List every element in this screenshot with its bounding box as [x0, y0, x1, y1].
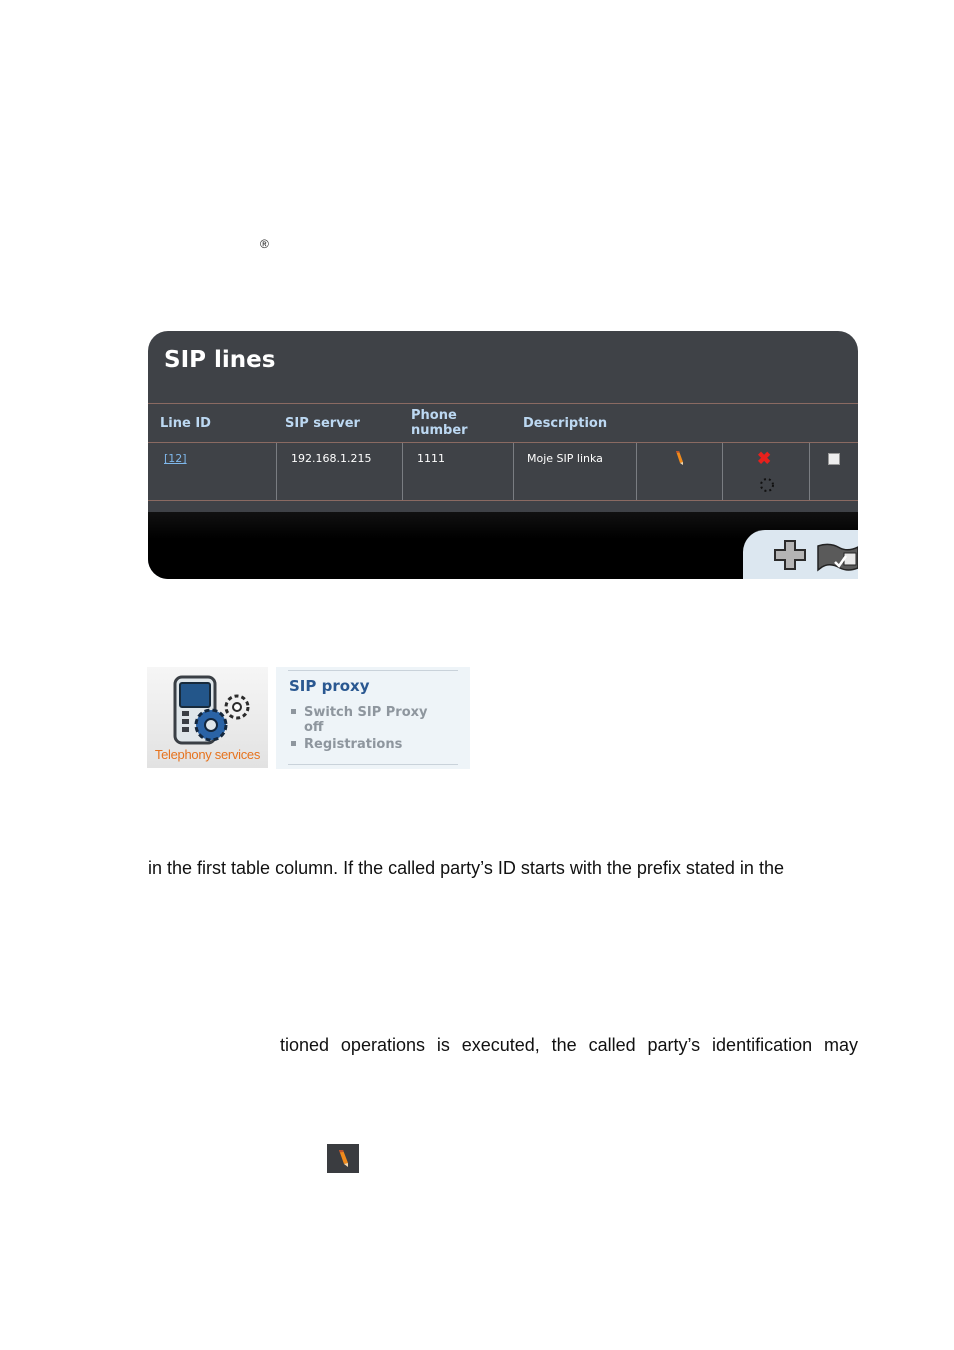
menu-item-label: Registrations	[304, 737, 403, 752]
sip-proxy-title[interactable]: SIP proxy	[289, 677, 370, 695]
telephony-services-label: Telephony services	[154, 747, 261, 762]
paragraph-fragment-2: tioned operations is executed, the called party’s identification may	[280, 1035, 858, 1055]
cell-phone-number	[403, 443, 514, 500]
cell-sip-server	[277, 443, 403, 500]
cell-delete	[723, 443, 810, 500]
cell-line-id	[148, 443, 277, 500]
menu-item-switch-proxy[interactable]	[291, 705, 428, 735]
delete-x-icon[interactable]: ✖	[757, 449, 772, 468]
bullet-icon	[291, 741, 296, 746]
menu-divider-bottom	[288, 764, 458, 765]
dotted-circle-icon	[759, 477, 775, 493]
phone-number-value: 1111	[417, 452, 445, 465]
menu-item-registrations[interactable]	[291, 737, 402, 752]
table-row	[148, 443, 858, 501]
description-value: Moje SIP linka	[527, 452, 603, 465]
col-header-phone-line2: number	[411, 423, 468, 438]
pencil-icon[interactable]	[673, 450, 685, 466]
menu-item-label-cont: off	[304, 720, 324, 735]
flag-check-icon[interactable]	[816, 542, 858, 572]
paragraph-fragment-1: in the first table column. If the called party’s ID starts with the prefix stated in the	[148, 858, 784, 878]
col-header-phone-line1: Phone	[411, 408, 457, 423]
cell-select	[810, 443, 858, 500]
sip-proxy-menu	[276, 667, 470, 769]
pencil-icon	[336, 1149, 350, 1168]
col-header-phone-number	[411, 408, 468, 438]
row-select-checkbox[interactable]	[828, 453, 840, 465]
cell-edit	[637, 443, 723, 500]
col-header-description: Description	[523, 416, 608, 431]
bullet-icon	[291, 709, 296, 714]
inline-pencil-icon-box	[327, 1144, 359, 1173]
table-header-row	[148, 403, 858, 443]
menu-item-label: Switch SIP Proxy	[304, 705, 428, 720]
col-header-sip-server: SIP server	[285, 416, 360, 431]
sip-lines-panel	[148, 331, 858, 579]
sip-server-value: 192.168.1.215	[291, 452, 372, 465]
panel-title: SIP lines	[164, 347, 276, 373]
registered-mark: ®	[260, 237, 269, 251]
telephony-services-icon[interactable]	[147, 667, 268, 768]
plus-icon[interactable]	[774, 540, 806, 570]
panel-toolbar	[743, 530, 858, 579]
cell-description	[514, 443, 637, 500]
phone-gears-icon	[167, 673, 257, 747]
line-id-link[interactable]: [12]	[164, 452, 187, 465]
menu-divider-top	[288, 670, 458, 671]
panel-gray-strip	[148, 501, 858, 512]
col-header-line-id: Line ID	[160, 416, 211, 431]
